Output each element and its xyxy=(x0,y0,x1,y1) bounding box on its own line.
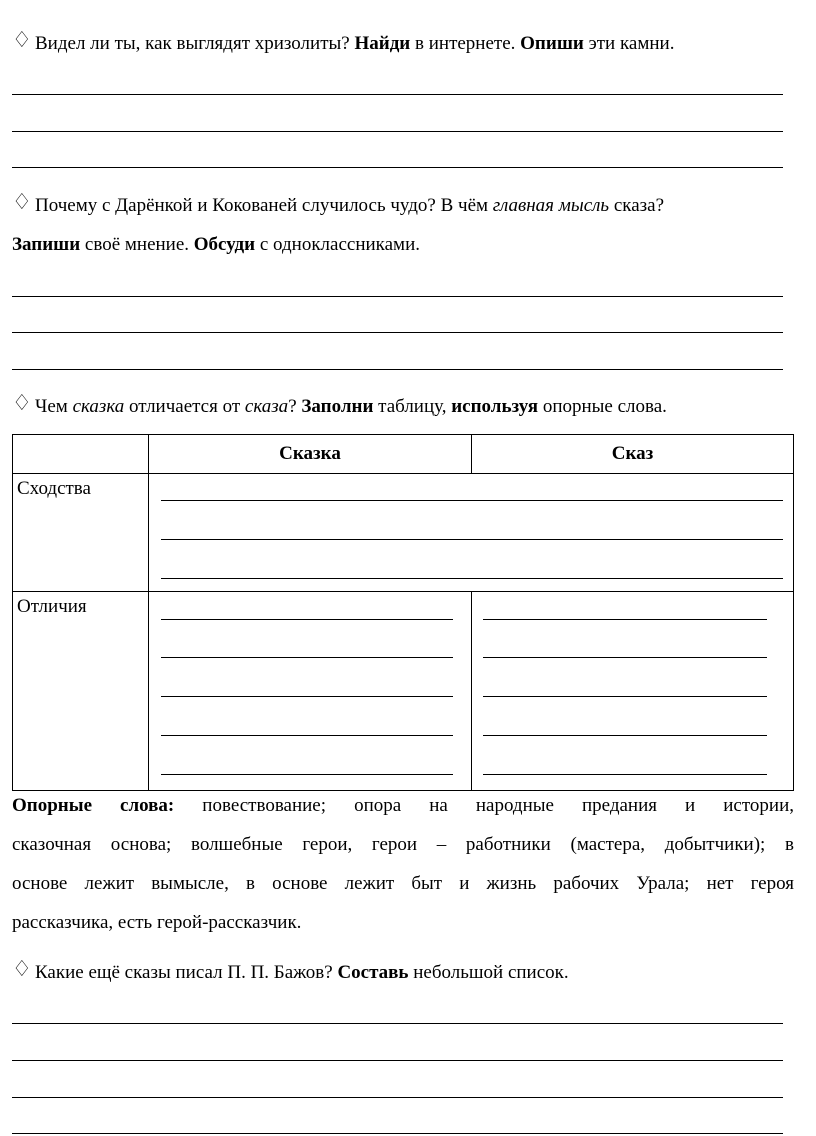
question-3-text-5: опорные слова. xyxy=(538,396,667,417)
answer-line[interactable] xyxy=(483,735,767,736)
support-words-label: Опорные слова: xyxy=(12,795,175,816)
answer-line[interactable] xyxy=(161,500,783,501)
question-2 xyxy=(12,189,665,218)
differences-skazka-cell[interactable] xyxy=(149,592,472,791)
table-header-skaz: Сказ xyxy=(472,435,794,474)
answer-line[interactable] xyxy=(161,735,453,736)
question-4-text-1: Какие ещё сказы писал П. П. Бажов? xyxy=(35,962,338,983)
answer-line[interactable] xyxy=(161,774,453,775)
answer-line[interactable] xyxy=(161,696,453,697)
answer-line[interactable] xyxy=(12,1060,783,1061)
question-3-text-2: отличается от xyxy=(124,396,245,417)
answer-line[interactable] xyxy=(12,296,783,297)
answer-line[interactable] xyxy=(161,657,453,658)
answer-line[interactable] xyxy=(12,369,783,370)
support-words-line-4: рассказчика, есть герой-рассказчик. xyxy=(12,912,302,933)
question-1-text-3: эти камни. xyxy=(583,33,675,54)
answer-line[interactable] xyxy=(161,578,783,579)
question-2-line-2 xyxy=(12,233,420,257)
diamond-icon: ♢ xyxy=(12,956,32,981)
answer-line[interactable] xyxy=(483,619,767,620)
answer-line[interactable] xyxy=(483,696,767,697)
diamond-icon: ♢ xyxy=(12,390,32,415)
answer-line[interactable] xyxy=(483,774,767,775)
question-3-verb-use: используя xyxy=(451,396,539,417)
answer-line[interactable] xyxy=(12,131,783,132)
answer-line[interactable] xyxy=(12,332,783,333)
row-label-similarities: Сходства xyxy=(13,474,149,592)
table-header-row xyxy=(13,435,794,474)
similarities-answer-cell[interactable] xyxy=(149,474,794,592)
question-3-text-4: таблицу, xyxy=(373,396,452,417)
question-3-text-3: ? xyxy=(288,396,302,417)
table-row-differences xyxy=(13,592,794,791)
question-3-text-1: Чем xyxy=(35,396,73,417)
question-1-verb-find: Найди xyxy=(354,33,411,54)
comparison-table xyxy=(12,434,794,791)
question-2-text-4: с одноклассниками. xyxy=(255,234,420,255)
row-label-differences: Отличия xyxy=(13,592,149,791)
differences-skaz-cell[interactable] xyxy=(472,592,794,791)
question-4-verb-compose: Составь xyxy=(337,962,409,983)
answer-line[interactable] xyxy=(12,1097,783,1098)
support-words-line-3: основе лежит вымысле, в основе лежит быт и жизнь рабочих Урала; нет героя xyxy=(12,873,794,894)
answer-line[interactable] xyxy=(12,94,783,95)
question-3-italic-skazka: сказка xyxy=(72,396,125,417)
table-corner-cell xyxy=(13,435,149,474)
support-words-line-2: сказочная основа; волшебные герои, герои – работники (мастера, добытчики); в xyxy=(12,834,794,855)
table-row-similarities xyxy=(13,474,794,592)
question-3 xyxy=(12,390,667,419)
question-4-text-2: небольшой список. xyxy=(408,962,569,983)
answer-line[interactable] xyxy=(12,1023,783,1024)
question-2-italic-main-idea: главная мысль xyxy=(492,195,610,216)
answer-line[interactable] xyxy=(161,539,783,540)
answer-line[interactable] xyxy=(12,167,783,168)
question-1-text-1: Видел ли ты, как выглядят хризолиты? xyxy=(35,33,355,54)
question-1 xyxy=(12,27,675,56)
question-3-verb-fill: Заполни xyxy=(301,396,374,417)
support-words-text-1: повествование; опора на народные предания и истории, xyxy=(174,795,795,816)
table-header-skazka: Сказка xyxy=(149,435,472,474)
answer-line[interactable] xyxy=(483,657,767,658)
support-words-paragraph xyxy=(12,786,794,942)
question-4 xyxy=(12,956,569,985)
diamond-icon: ♢ xyxy=(12,27,32,52)
answer-line[interactable] xyxy=(161,619,453,620)
question-2-text-3: своё мнение. xyxy=(80,234,194,255)
question-1-verb-describe: Опиши xyxy=(520,33,584,54)
answer-line[interactable] xyxy=(12,1133,783,1134)
question-2-verb-write: Запиши xyxy=(12,234,81,255)
diamond-icon: ♢ xyxy=(12,189,32,214)
support-words-line-1 xyxy=(12,786,794,825)
question-1-text-2: в интернете. xyxy=(410,33,521,54)
question-2-text-1: Почему с Дарёнкой и Кокованей случилось чудо? В чём xyxy=(35,195,493,216)
question-3-italic-skaz: сказа xyxy=(244,396,289,417)
question-2-text-2: сказа? xyxy=(609,195,665,216)
question-2-verb-discuss: Обсуди xyxy=(193,234,256,255)
